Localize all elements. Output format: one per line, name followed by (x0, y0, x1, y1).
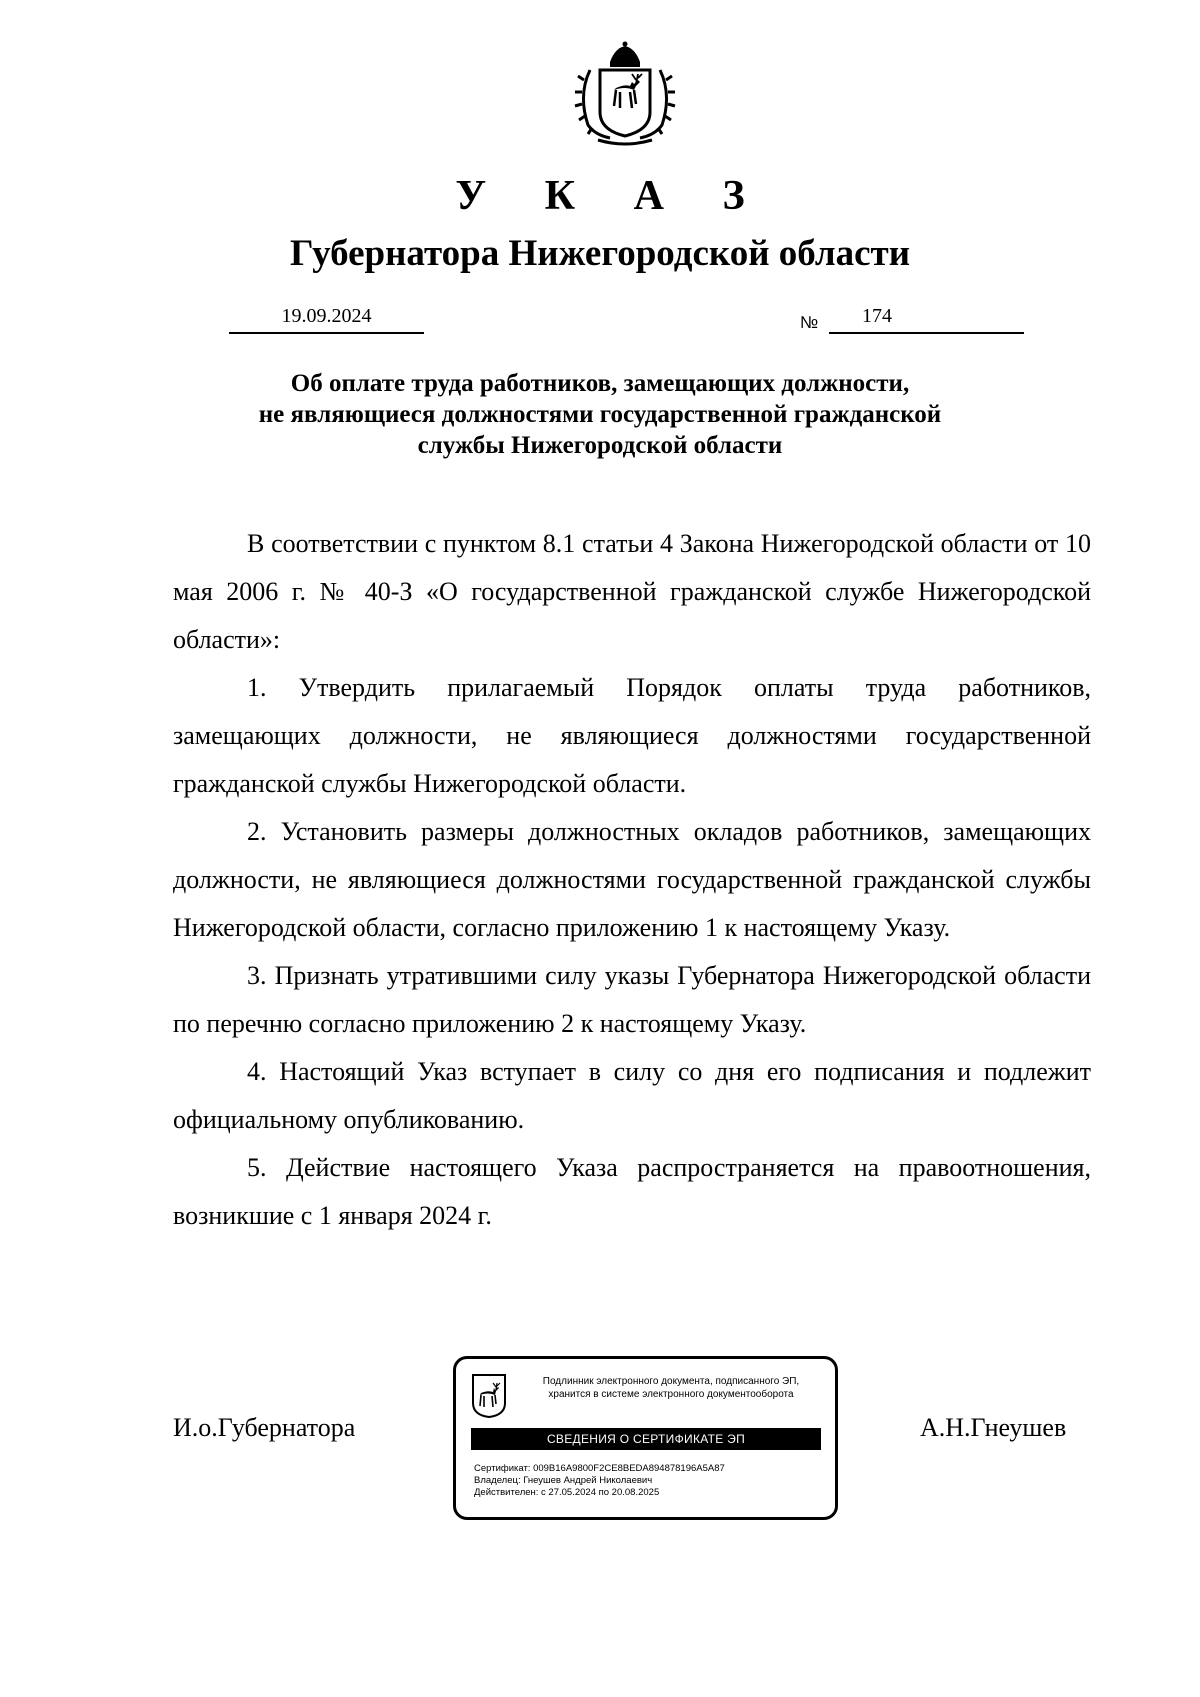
clause-paragraph: 3. Признать утратившими силу указы Губернатора Нижегородской области по перечню согласно приложению 2 к настоящему Указу. (173, 961, 1091, 1038)
certificate-validity: Действителен: с 27.05.2024 по 20.08.2025 (474, 1487, 660, 1498)
stamp-certificate-header: СВЕДЕНИЯ О СЕРТИФИКАТЕ ЭП (471, 1428, 821, 1450)
number-sign: № (800, 313, 819, 332)
electronic-signature-stamp (453, 1356, 838, 1520)
document-number-field (829, 306, 1024, 334)
clause-paragraph: 5. Действие настоящего Указа распространяется на правоотношения, возникшие с 1 января 2024 г. (173, 1153, 1091, 1230)
document-date: 19.09.2024 (229, 306, 424, 334)
clause-paragraph: 1. Утвердить прилагаемый Порядок оплаты труда работников, замещающих должности, не являющиеся должностями государственной гражданской службы Нижегородской области. (173, 673, 1091, 798)
signatory-position: И.о.Губернатора (173, 1413, 356, 1442)
certificate-owner: Владелец: Гнеушев Андрей Николаевич (474, 1475, 653, 1486)
subject-line: не являющиеся должностями государственной гражданской (258, 401, 942, 428)
deer-emblem-icon (471, 1373, 507, 1419)
clause-paragraph: 2. Установить размеры должностных окладов работников, замещающих должности, не являющиеся должностями государственной гражданской службы Нижегородской области, согласно приложению 1 к настоящему Указу. (173, 817, 1091, 942)
preamble-paragraph: В соответствии с пунктом 8.1 статьи 4 Закона Нижегородской области от 10 мая 2006 г. № 40-З «О государственной гражданской службе Нижегородской области»: (173, 529, 1091, 654)
subject-line: службы Нижегородской области (417, 432, 783, 459)
stamp-notice (511, 1375, 831, 1401)
document-subject (150, 368, 1050, 461)
signatory-name: А.Н.Гнеушев (920, 1413, 1067, 1442)
subject-line: Об оплате труда работников, замещающих должности, (290, 370, 910, 397)
stamp-notice-line: хранится в системе электронного документооборота (548, 1389, 794, 1400)
clause-paragraph: 4. Настоящий Указ вступает в силу со дня его подписания и подлежит официальному опубликованию. (173, 1057, 1091, 1134)
stamp-certificate-details (474, 1463, 725, 1499)
coat-of-arms-icon (570, 40, 680, 150)
issuer-title: Губернатора Нижегородской области (289, 233, 911, 274)
certificate-serial: Сертификат: 009B16A9800F2CE8BEDA894878196A5A87 (474, 1463, 725, 1474)
document-number: 174 (862, 305, 892, 327)
document-body (173, 520, 1091, 1240)
stamp-notice-line: Подлинник электронного документа, подписанного ЭП, (542, 1376, 800, 1387)
document-type-title: У К А З (455, 173, 769, 219)
